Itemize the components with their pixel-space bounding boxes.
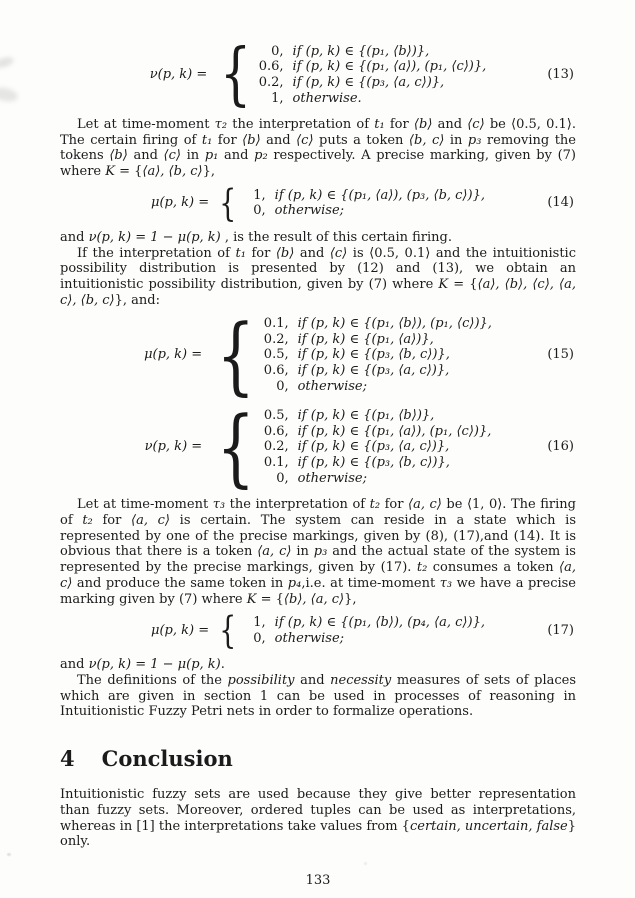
- case-row: [264, 424, 492, 440]
- case-condition: otherwise;: [297, 470, 367, 486]
- equation-lhs: ν(p, k) =: [149, 67, 208, 83]
- display-equation-14: [60, 181, 576, 225]
- equation-body: [151, 181, 485, 225]
- case-condition: otherwise;: [274, 630, 345, 646]
- case-row: [241, 615, 485, 631]
- body-paragraph: Let at time-moment τ₂ the interpretation of t₁ for ⟨b⟩ and ⟨c⟩ be ⟨0.5, 0.1⟩. The certain firing of t₁ for ⟨b⟩ and ⟨c⟩ puts a token ⟨b, c⟩ in p₃ removing the tokens ⟨b⟩ and ⟨c⟩ in p₁ and p₂ respectively. A precise marking, given by (7) where K = {⟨a⟩, ⟨b, c⟩},: [60, 117, 577, 180]
- case-row: [264, 408, 492, 424]
- case-row: [264, 439, 492, 455]
- case-value: 0.2,: [263, 331, 289, 347]
- case-value: 0.1,: [263, 316, 289, 332]
- case-condition: otherwise.: [292, 90, 362, 106]
- case-condition: if (p, k) ∈ {(p₁, ⟨a⟩), (p₃, ⟨b, c⟩)},: [274, 187, 485, 203]
- case-value: 0.6,: [263, 423, 289, 439]
- section-number: 4: [60, 746, 75, 772]
- case-value: 0.5,: [263, 408, 289, 424]
- case-condition: if (p, k) ∈ {(p₁, ⟨a⟩)},: [297, 331, 434, 347]
- conclusion-paragraph: Intuitionistic fuzzy sets are used because they give better representation than fuzzy sets. Moreover, ordered tuples can be used as interpretations, whereas in [1] the interpretations take values from {certain, uncertain, false} only.: [60, 787, 577, 850]
- equation-number: (16): [547, 439, 574, 455]
- equation-body: [151, 609, 485, 653]
- case-condition: if (p, k) ∈ {(p₁, ⟨a⟩), (p₁, ⟨c⟩)},: [297, 423, 492, 439]
- case-condition: if (p, k) ∈ {(p₁, ⟨b⟩)},: [297, 408, 435, 424]
- case-value: 0,: [276, 378, 289, 394]
- equation-number: (15): [547, 347, 574, 363]
- case-row: [264, 471, 492, 487]
- case-value: 0.5,: [263, 347, 289, 363]
- case-row: [264, 332, 492, 348]
- scan-smudge-artifact: [0, 85, 19, 103]
- equation-number: (14): [547, 195, 574, 211]
- case-condition: if (p, k) ∈ {(p₃, ⟨a, c⟩)},: [297, 439, 450, 455]
- case-value: 0.2,: [263, 439, 289, 455]
- case-value: 0,: [253, 203, 266, 219]
- case-value: 0.1,: [263, 455, 289, 471]
- case-condition: if (p, k) ∈ {(p₁, ⟨a⟩), (p₁, ⟨c⟩)},: [292, 59, 487, 75]
- case-row: [264, 379, 492, 395]
- body-paragraph: and ν(p, k) = 1 − μ(p, k) , is the result of this certain firing.: [60, 229, 453, 245]
- case-row: [259, 75, 487, 91]
- scan-speck-artifact: [7, 853, 11, 856]
- case-value: 1,: [253, 187, 266, 203]
- page-number: 133: [305, 872, 331, 888]
- page-content: [60, 36, 576, 889]
- equation-cases: [259, 44, 487, 107]
- case-row: [241, 203, 485, 219]
- case-row: [259, 59, 487, 75]
- left-brace: {: [219, 609, 237, 653]
- equation-number: (17): [547, 622, 574, 638]
- case-value: 0,: [253, 630, 266, 646]
- case-condition: if (p, k) ∈ {(p₁, ⟨b⟩), (p₄, ⟨a, c⟩)},: [274, 615, 485, 631]
- left-brace: {: [216, 306, 256, 405]
- equation-body: [144, 398, 492, 497]
- display-equation-16: [60, 398, 576, 497]
- section-title: Conclusion: [101, 746, 233, 772]
- left-brace: {: [219, 181, 237, 225]
- case-row: [241, 631, 485, 647]
- body-paragraph: Let at time-moment τ₃ the interpretation of t₂ for ⟨a, c⟩ be ⟨1, 0⟩. The firing of t₂ for ⟨a, c⟩ is certain. The system can reside in a state which is represented by one of the precise markings, given by (8), (17),and (14). It is obvious that there is a token ⟨a, c⟩ in p₃ and the actual state of the system is represented by the precise markings, given by (17). t₂ consumes a token ⟨a, c⟩ and produce the same token in p₄,i.e. at time-moment τ₃ we have a precise marking given by (7) where K = {⟨b⟩, ⟨a, c⟩},: [60, 497, 576, 607]
- equation-cases: [241, 188, 485, 219]
- equation-cases: [264, 408, 492, 487]
- display-equation-15: [60, 306, 576, 405]
- left-brace: {: [220, 35, 252, 114]
- equation-lhs: ν(p, k) =: [144, 439, 203, 455]
- body-paragraph: and ν(p, k) = 1 − μ(p, k).: [60, 657, 225, 673]
- body-paragraph: The definitions of the possibility and necessity measures of sets of places which are given in section 1 can be used in processes of reasoning in Intuitionistic Fuzzy Petri nets in order to formalize operations.: [60, 672, 576, 720]
- equation-body: [144, 306, 492, 405]
- equation-lhs: μ(p, k) =: [151, 622, 210, 638]
- equation-cases: [264, 316, 492, 395]
- equation-cases: [241, 615, 485, 646]
- body-paragraph: If the interpretation of t₁ for ⟨b⟩ and ⟨c⟩ is ⟨0.5, 0.1⟩ and the intuitionistic possibility distribution is presented by (12) and (13), we obtain an intuitionistic possibility distribution, given by (7) where K = {⟨a⟩, ⟨b⟩, ⟨c⟩, ⟨a, c⟩, ⟨b, c⟩}, and:: [60, 245, 576, 308]
- case-row: [264, 455, 492, 471]
- equation-body: [149, 35, 487, 114]
- case-condition: if (p, k) ∈ {(p₃, ⟨b, c⟩)},: [297, 455, 450, 471]
- case-row: [259, 91, 487, 107]
- case-row: [241, 188, 485, 204]
- case-value: 0,: [271, 43, 284, 59]
- equation-lhs: μ(p, k) =: [151, 195, 210, 211]
- case-row: [264, 363, 492, 379]
- case-condition: if (p, k) ∈ {(p₁, ⟨b⟩)},: [292, 43, 430, 59]
- case-value: 1,: [253, 615, 266, 631]
- section-heading: [60, 747, 576, 770]
- case-value: 0.6,: [263, 363, 289, 379]
- display-equation-13: [60, 35, 576, 114]
- scan-smudge-artifact: [0, 55, 15, 70]
- case-row: [264, 347, 492, 363]
- display-equation-17: [60, 609, 576, 653]
- equation-number: (13): [547, 67, 574, 83]
- case-condition: otherwise;: [297, 378, 367, 394]
- case-condition: if (p, k) ∈ {(p₁, ⟨b⟩), (p₁, ⟨c⟩)},: [297, 316, 492, 332]
- case-value: 0.2,: [258, 75, 284, 90]
- case-condition: otherwise;: [274, 203, 345, 219]
- left-brace: {: [216, 398, 256, 497]
- equation-lhs: μ(p, k) =: [144, 347, 203, 363]
- case-value: 0.6,: [258, 59, 284, 75]
- case-value: 1,: [271, 90, 284, 106]
- case-row: [264, 316, 492, 332]
- case-row: [259, 44, 487, 60]
- case-condition: if (p, k) ∈ {(p₃, ⟨a, c⟩)},: [297, 363, 450, 379]
- case-condition: if (p, k) ∈ {(p₃, ⟨a, c⟩)},: [292, 75, 445, 90]
- case-value: 0,: [276, 470, 289, 486]
- case-condition: if (p, k) ∈ {(p₃, ⟨b, c⟩)},: [297, 347, 450, 363]
